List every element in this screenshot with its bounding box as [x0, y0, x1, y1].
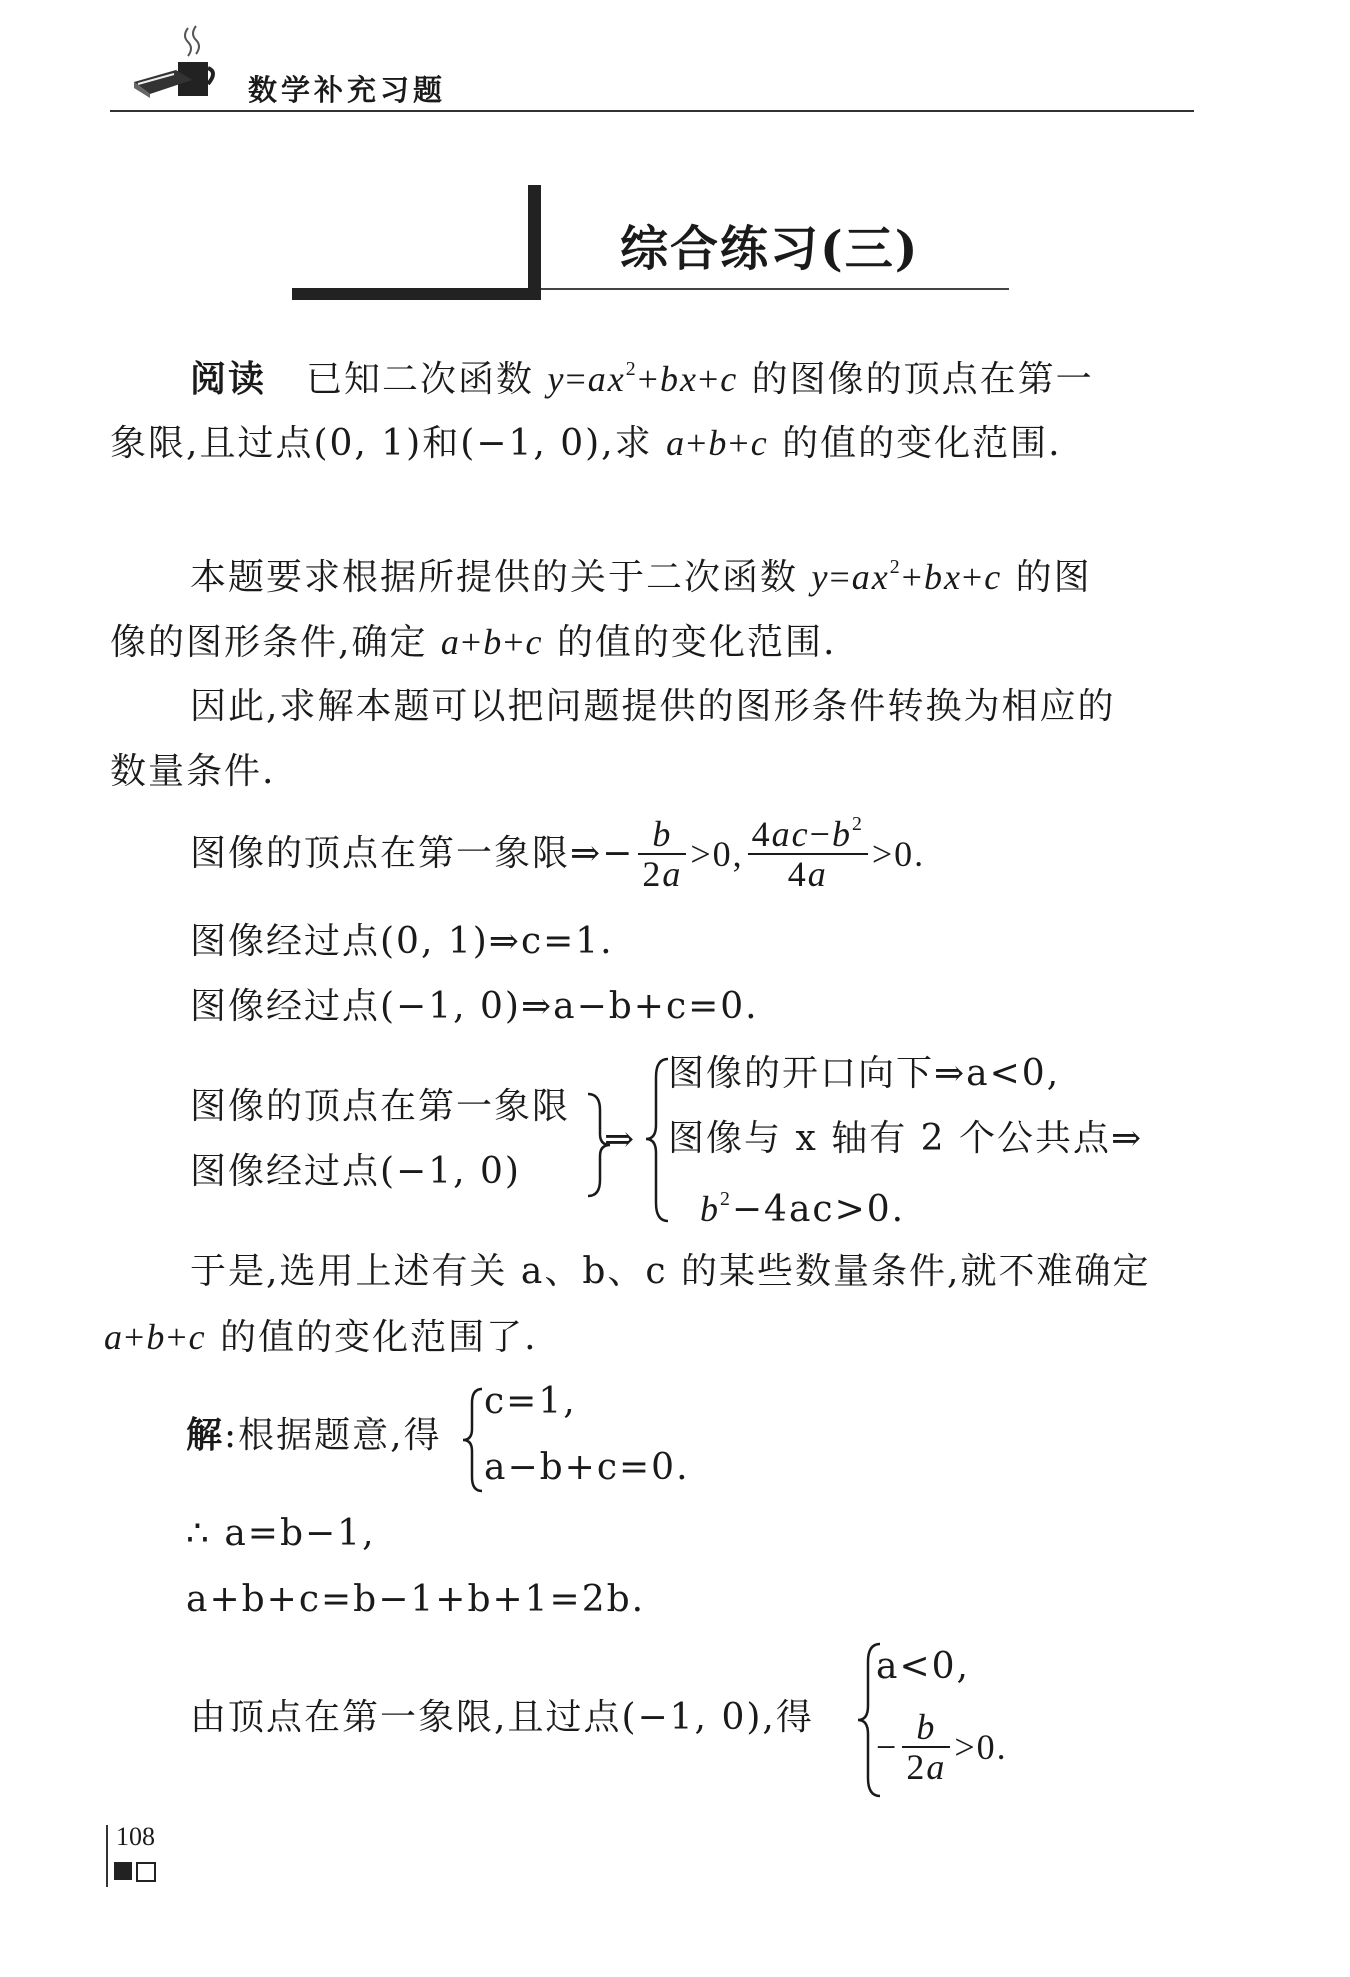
combined-arrow: ⇒ — [604, 1119, 637, 1160]
page-number: 108 — [116, 1822, 155, 1851]
fraction-neg-b-over-2a: $\frac{b}{2a}$ — [902, 1708, 950, 1786]
analysis-text: 本题要求根据所提供的关于二次函数 — [190, 557, 812, 598]
condition-point-0-1: 图像经过点(0, 1)⇒c=1. — [190, 921, 614, 962]
book-and-cup-icon — [132, 22, 216, 98]
square-outline-icon — [136, 1862, 156, 1882]
analysis-text: 像的图形条件,确定 — [110, 622, 441, 663]
analysis-text: 的图 — [1002, 557, 1092, 598]
footer-rule — [106, 1825, 108, 1887]
fraction-4ac-minus-b2-over-4a: $\frac{4ac-b^2}{4a}$ — [748, 815, 868, 893]
reading-text: 象限,且过点(0, 1)和(−1, 0),求 — [110, 423, 667, 464]
analysis-p1-line-1: 本题要求根据所提供的关于二次函数 $y=ax^2+bx+c$ 的图 — [190, 556, 1092, 598]
reading-line-1: 阅读 已知二次函数 $y=ax^2+bx+c$ 的图像的顶点在第一 — [190, 358, 1094, 400]
condition-point-neg1-0: 图像经过点(−1, 0)⇒a−b+c=0. — [190, 986, 759, 1027]
solution-text: >0. — [954, 1727, 1008, 1767]
system-eq-1: c=1, — [484, 1381, 577, 1422]
left-brace-icon — [460, 1385, 486, 1495]
solution-intro — [186, 1413, 442, 1458]
combined-right-3: $b^2-4ac>0$. — [700, 1188, 906, 1230]
analysis-p2-line-2: 数量条件. — [110, 751, 276, 792]
solution-step-3: 由顶点在第一象限,且过点(−1, 0),得 — [190, 1697, 814, 1738]
system-eq-2: a−b+c=0. — [484, 1447, 690, 1488]
book-title: 数学补充习题 — [248, 73, 447, 107]
system-ineq-2: − $\frac{b}{2a}$ >0. — [876, 1707, 1008, 1787]
system-ineq-1: a<0, — [876, 1646, 970, 1687]
analysis-p1-line-2: 像的图形条件,确定 a+b+c 的值的变化范围. — [110, 622, 837, 663]
solution-text: :根据题意,得 — [224, 1415, 442, 1456]
analysis-text: 的值的变化范围了. — [220, 1317, 538, 1358]
condition-vertex-quadrant — [190, 815, 925, 905]
condition-text: 图像的顶点在第一象限⇒− — [190, 833, 635, 874]
heading-bar-vertical — [528, 185, 541, 300]
analysis-p3-line-1: 于是,选用上述有关 a、b、c 的某些数量条件,就不难确定 — [190, 1251, 1151, 1292]
condition-text: >0. — [871, 834, 926, 874]
heading-bar-horizontal — [292, 288, 541, 300]
header-rule — [110, 110, 1194, 112]
condition-text: >0, — [690, 834, 744, 874]
combined-left-2: 图像经过点(−1, 0) — [190, 1151, 521, 1192]
analysis-text: 的值的变化范围. — [543, 622, 837, 663]
combined-left-1: 图像的顶点在第一象限 — [190, 1086, 571, 1127]
reading-text: 已知二次函数 — [306, 359, 548, 400]
reading-text: 的值的变化范围. — [768, 423, 1062, 464]
solution-step-1: ∴ a=b−1, — [186, 1513, 376, 1554]
solution-label: 解 — [186, 1414, 225, 1456]
solution-step-2: a+b+c=b−1+b+1=2b. — [186, 1579, 646, 1620]
reading-label: 阅读 — [190, 358, 267, 400]
analysis-p3-line-2: a+b+c 的值的变化范围了. — [104, 1317, 538, 1358]
heading-rule — [541, 288, 1009, 290]
condition-text: −4ac>0. — [731, 1189, 906, 1230]
fraction-neg-b-over-2a: $\frac{b}{2a}$ — [638, 815, 686, 893]
combined-right-2: 图像与 x 轴有 2 个公共点⇒ — [668, 1118, 1144, 1159]
analysis-p2-line-1: 因此,求解本题可以把问题提供的图形条件转换为相应的 — [190, 686, 1116, 727]
combined-right-1: 图像的开口向下⇒a<0, — [668, 1053, 1061, 1094]
reading-line-2: 象限,且过点(0, 1)和(−1, 0),求 a+b+c 的值的变化范围. — [110, 423, 1062, 464]
square-filled-icon — [114, 1862, 132, 1880]
reading-text: 的图像的顶点在第一 — [738, 359, 1094, 400]
section-title: 综合练习(三) — [620, 221, 920, 277]
